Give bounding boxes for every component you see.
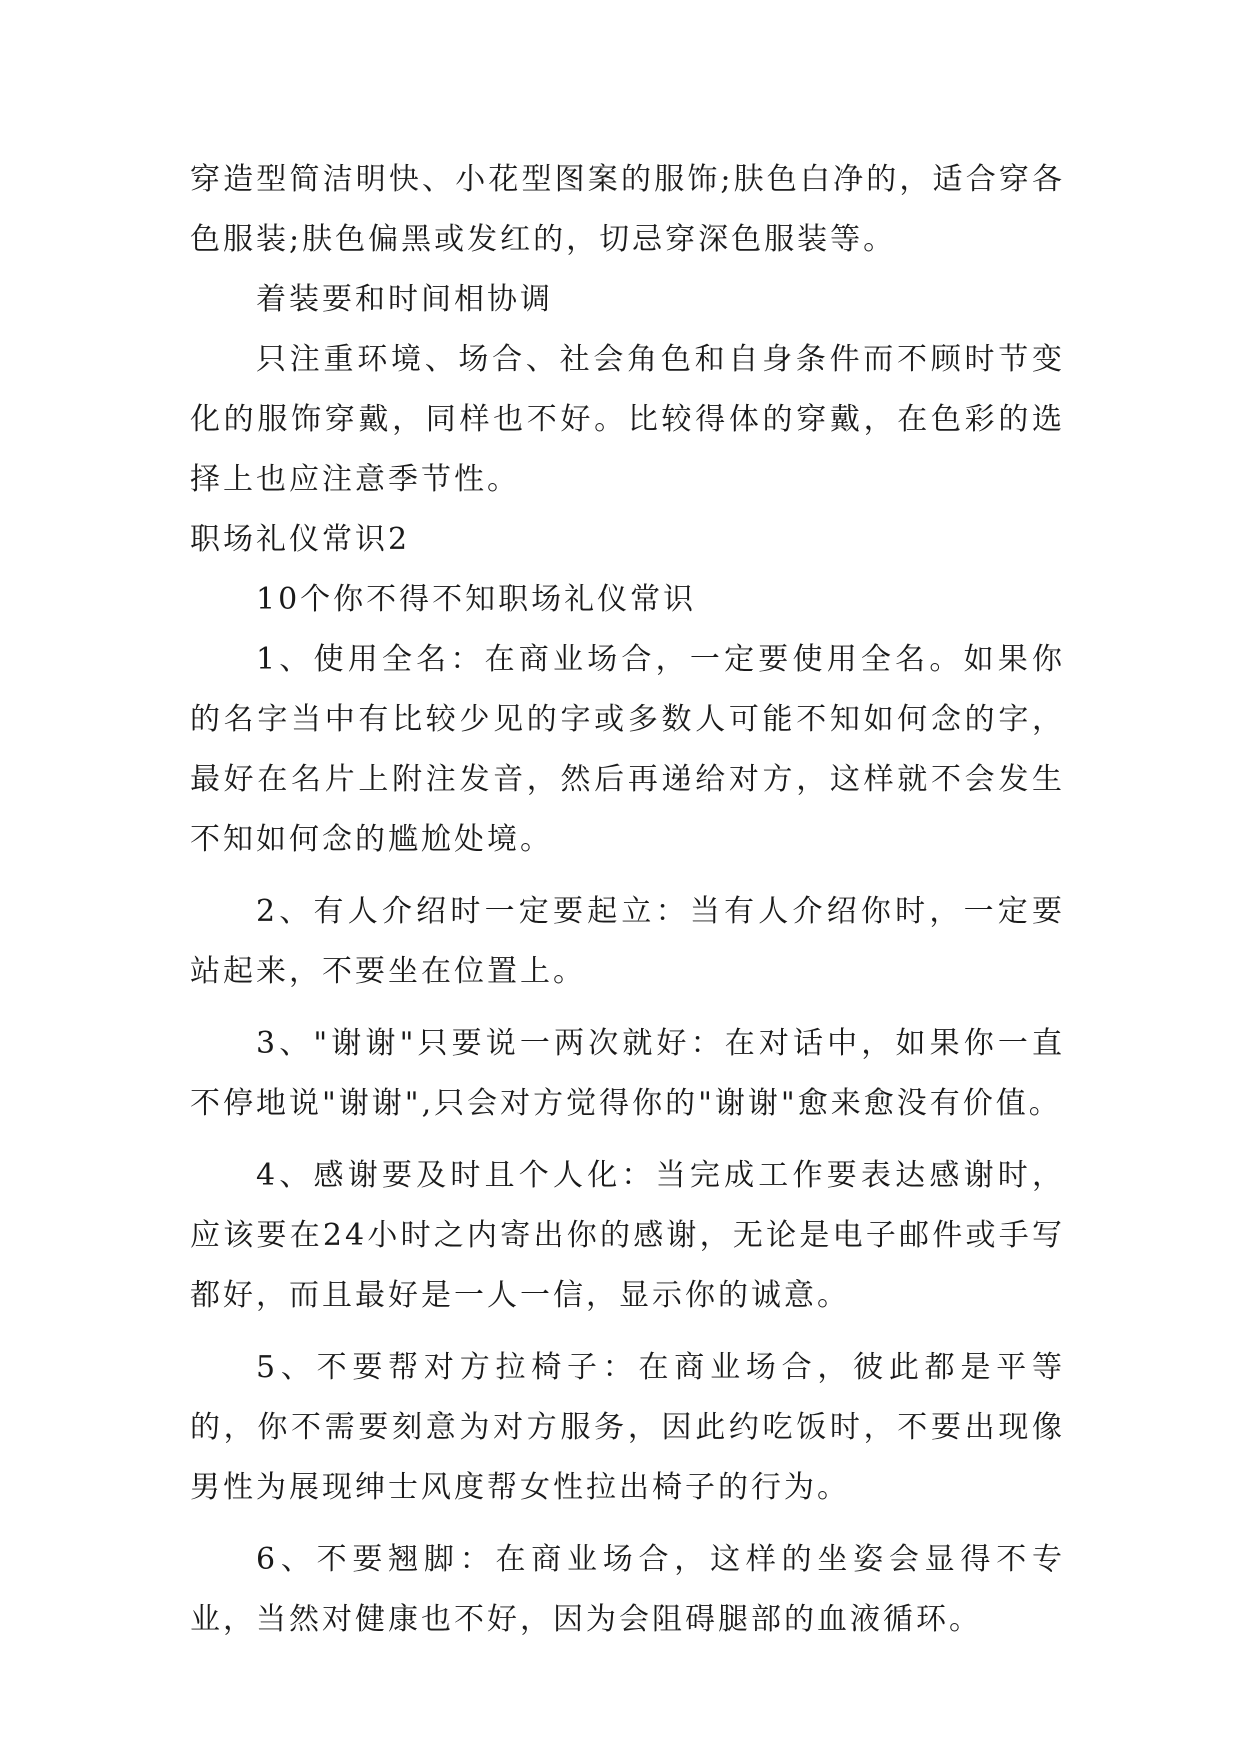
tip-item-5: 5、不要帮对方拉椅子：在商业场合，彼此都是平等的，你不需要刻意为对方服务，因此约吃饭时，不要出现像男性为展现绅士风度帮女性拉出椅子的行为。 (190, 1350, 1065, 1505)
tip-item-2: 2、有人介绍时一定要起立：当有人介绍你时，一定要站起来，不要坐在位置上。 (190, 894, 1065, 989)
paragraph-dress-season: 只注重环境、场合、社会角色和自身条件而不顾时节变化的服饰穿戴，同样也不好。比较得体的穿戴，在色彩的选择上也应注意季节性。 (190, 342, 1065, 497)
tip-item-1: 1、使用全名：在商业场合，一定要使用全名。如果你的名字当中有比较少见的字或多数人可能不知如何念的字，最好在名片上附注发音，然后再递给对方，这样就不会发生不知如何念的尴尬处境。 (190, 642, 1065, 857)
tip-item-3: 3、"谢谢"只要说一两次就好：在对话中，如果你一直不停地说"谢谢",只会对方觉得你的"谢谢"愈来愈没有价值。 (190, 1026, 1065, 1121)
document-body (190, 150, 1065, 1650)
section-heading: 职场礼仪常识2 (190, 522, 411, 557)
paragraph-skin-tone-clothing: 穿造型简洁明快、小花型图案的服饰;肤色白净的，适合穿各色服装;肤色偏黑或发红的，切忌穿深色服装等。 (190, 162, 1065, 257)
tip-item-6: 6、不要翘脚：在商业场合，这样的坐姿会显得不专业，当然对健康也不好，因为会阻碍腿部的血液循环。 (190, 1542, 1065, 1637)
tip-item-4: 4、感谢要及时且个人化：当完成工作要表达感谢时，应该要在24小时之内寄出你的感谢，无论是电子邮件或手写都好，而且最好是一人一信，显示你的诚意。 (190, 1158, 1065, 1313)
subheading-ten-tips: 10个你不得不知职场礼仪常识 (256, 582, 697, 617)
subheading-dress-time: 着装要和时间相协调 (256, 282, 553, 317)
